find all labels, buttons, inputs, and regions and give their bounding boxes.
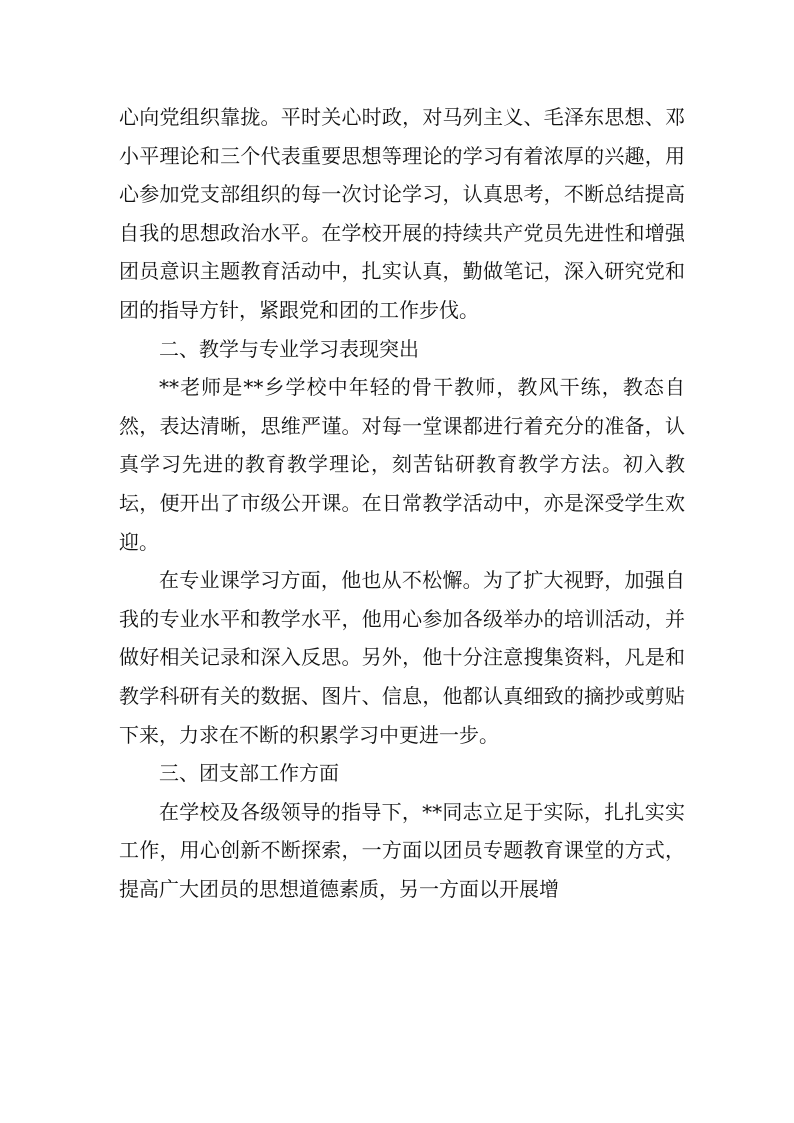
document-body — [119, 98, 685, 908]
paragraph-teaching-performance: **老师是**乡学校中年轻的骨干教师，教风干练，教态自然，表达清晰，思维严谨。对每一堂课都进行着充分的准备，认真学习先进的教育教学理论，刻苦钻研教育教学方法。初入教坛，便开出了市级公开课。在日常教学活动中，亦是深受学生欢迎。 — [119, 375, 685, 554]
paragraph-youth-league-work: 在学校及各级领导的指导下，**同志立足于实际，扎扎实实工作，用心创新不断探索，一方面以团员专题教育课堂的方式，提高广大团员的思想道德素质，另一方面以开展增 — [119, 799, 685, 901]
section-heading-youth-league: 三、团支部工作方面 — [159, 761, 339, 786]
paragraph-political-study-continuation: 心向党组织靠拢。平时关心时政，对马列主义、毛泽东思想、邓小平理论和三个代表重要思想等理论的学习有着浓厚的兴趣，用心参加党支部组织的每一次讨论学习，认真思考，不断总结提高自我的思想政治水平。在学校开展的持续共产党员先进性和增强团员意识主题教育活动中，扎实认真，勤做笔记，深入研究党和团的指导方针，紧跟党和团的工作步伐。 — [119, 105, 685, 322]
section-heading-teaching: 二、教学与专业学习表现突出 — [159, 336, 419, 361]
paragraph-professional-study: 在专业课学习方面，他也从不松懈。为了扩大视野，加强自我的专业水平和教学水平，他用心参加各级举办的培训活动，并做好相关记录和深入反思。另外，他十分注意搜集资料，凡是和教学科研有关的数据、图片、信息，他都认真细致的摘抄或剪贴下来，力求在不断的积累学习中更进一步。 — [119, 568, 685, 747]
